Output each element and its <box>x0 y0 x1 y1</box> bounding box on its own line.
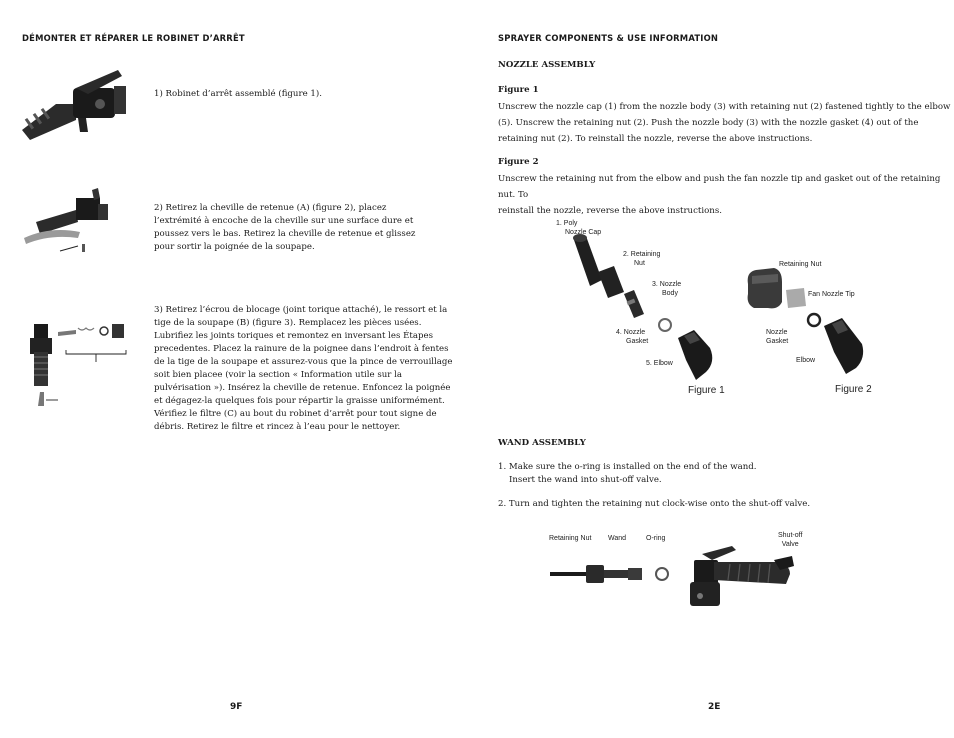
text-line: pour sortir la poignée de la soupape. <box>154 242 315 252</box>
label-fig2-elbow: Elbow <box>796 357 816 364</box>
figure2-title: Figure 2 <box>498 157 539 167</box>
wand-step2: 2. Turn and tighten the retaining nut clock-wise onto the shut-off valve. <box>498 499 811 509</box>
text-line: Unscrew the nozzle cap (1) from the nozzle body (3) with retaining nut (2) fastened tightly to the elbow <box>498 102 951 112</box>
shutoff-valve-assembled-image <box>18 60 133 140</box>
wand-label-o-ring: O-ring <box>646 535 666 542</box>
text-line: tige de la soupape (B) (figure 3). Remplacez les pièces usées. <box>154 318 422 328</box>
label-poly-nozzle-cap <box>556 219 601 237</box>
shutoff-valve-exploded-image <box>24 314 134 414</box>
label-line: 3. Nozzle <box>652 281 682 288</box>
label-line: Nozzle <box>766 329 788 336</box>
label-line: Nozzle Cap <box>565 229 602 236</box>
label-line: Shut-off <box>778 532 803 539</box>
text-line: Unscrew the retaining nut from the elbow and push the fan nozzle tip and gasket out of the retaining nut. To <box>498 174 941 200</box>
text-line: Lubrifiez les joints toriques et remontez en inversant les Étapes <box>154 331 433 341</box>
wand-assembly-diagram <box>546 540 806 610</box>
label-line: Valve <box>781 541 799 548</box>
text-line: débris. Retirez le filtre et rincez à l’eau pour le nettoyer. <box>154 422 401 432</box>
text-line: retaining nut (2). To reinstall the nozzle, reverse the above instructions. <box>498 134 813 144</box>
label-line: 1. Poly <box>556 220 578 227</box>
text-line: soit bien placee (voir la section « Information utile sur la <box>154 370 402 380</box>
text-line: Vérifiez le filtre (C) au bout du robinet d’arrêt pour tout signe de <box>154 409 437 419</box>
shutoff-valve-pin-image <box>20 186 120 256</box>
text-line: et dégagez-la quelques fois pour répartir la graisse uniformément. <box>154 396 445 406</box>
text-line: (5). Unscrew the retaining nut (2). Push the nozzle body (3) with the nozzle gasket (4) out of the <box>498 118 919 128</box>
figure2-caption: Figure 2 <box>835 384 872 395</box>
left-step2-text <box>154 202 415 254</box>
right-page-heading: SPRAYER COMPONENTS & USE INFORMATION <box>498 33 719 43</box>
nozzle-assembly-heading: NOZZLE ASSEMBLY <box>498 60 596 70</box>
wand-assembly-heading: WAND ASSEMBLY <box>498 438 586 448</box>
figure1-text <box>498 99 950 147</box>
label-nozzle-gasket <box>616 328 648 346</box>
text-line: 1. Make sure the o-ring is installed on the end of the wand. <box>498 462 757 472</box>
label-elbow: 5. Elbow <box>646 360 673 367</box>
label-line: Gasket <box>766 338 789 345</box>
figure1-title: Figure 1 <box>498 85 539 95</box>
left-page-heading: DÉMONTER ET RÉPARER LE ROBINET D’ARRÊT <box>22 33 245 43</box>
label-line: Gasket <box>626 338 649 345</box>
label-line: Nut <box>634 260 645 267</box>
text-line: 2) Retirez la cheville de retenue (A) (figure 2), placez <box>154 203 387 213</box>
text-line: precedentes. Placez la rainure de la poignee dans l’endroit à fentes <box>154 344 449 354</box>
wand-step1 <box>498 461 756 487</box>
text-line: 3) Retirez l’écrou de blocage (joint torique attaché), le ressort et la <box>154 305 448 315</box>
label-line: 4. Nozzle <box>616 329 646 336</box>
wand-label-shutoff-valve <box>778 531 802 549</box>
text-line: pulvérisation »). Insérez la cheville de retenue. Enfoncez la poignée <box>154 383 451 393</box>
label-line: Body <box>662 290 678 297</box>
text-line: poussez vers le bas. Retirez la cheville de retenue et glissez <box>154 229 416 239</box>
label-nozzle-body <box>652 280 681 298</box>
label-line: 2. Retaining <box>623 251 661 258</box>
wand-label-wand: Wand <box>608 535 627 542</box>
left-page-number: 9F <box>230 702 243 712</box>
label-fig2-fan-nozzle-tip: Fan Nozzle Tip <box>808 291 855 298</box>
left-step1-text: 1) Robinet d’arrêt assemblé (figure 1). <box>154 89 322 99</box>
text-line: Insert the wand into shut-off valve. <box>509 475 662 485</box>
label-fig2-retaining-nut: Retaining Nut <box>779 261 822 268</box>
text-line: l’extrémité à encoche de la cheville sur une surface dure et <box>154 216 414 226</box>
label-fig2-nozzle-gasket <box>766 328 788 346</box>
figure1-caption: Figure 1 <box>688 385 725 396</box>
left-step3-text <box>154 304 453 434</box>
wand-label-retaining-nut: Retaining Nut <box>549 535 592 542</box>
text-line: de la tige de la soupape et assurez-vous que la pince de verrouillage <box>154 357 453 367</box>
nozzle-exploded-diagram <box>560 210 880 400</box>
text-line: reinstall the nozzle, reverse the above instructions. <box>498 206 722 216</box>
right-page-number: 2E <box>708 702 721 712</box>
label-retaining-nut <box>623 250 660 268</box>
